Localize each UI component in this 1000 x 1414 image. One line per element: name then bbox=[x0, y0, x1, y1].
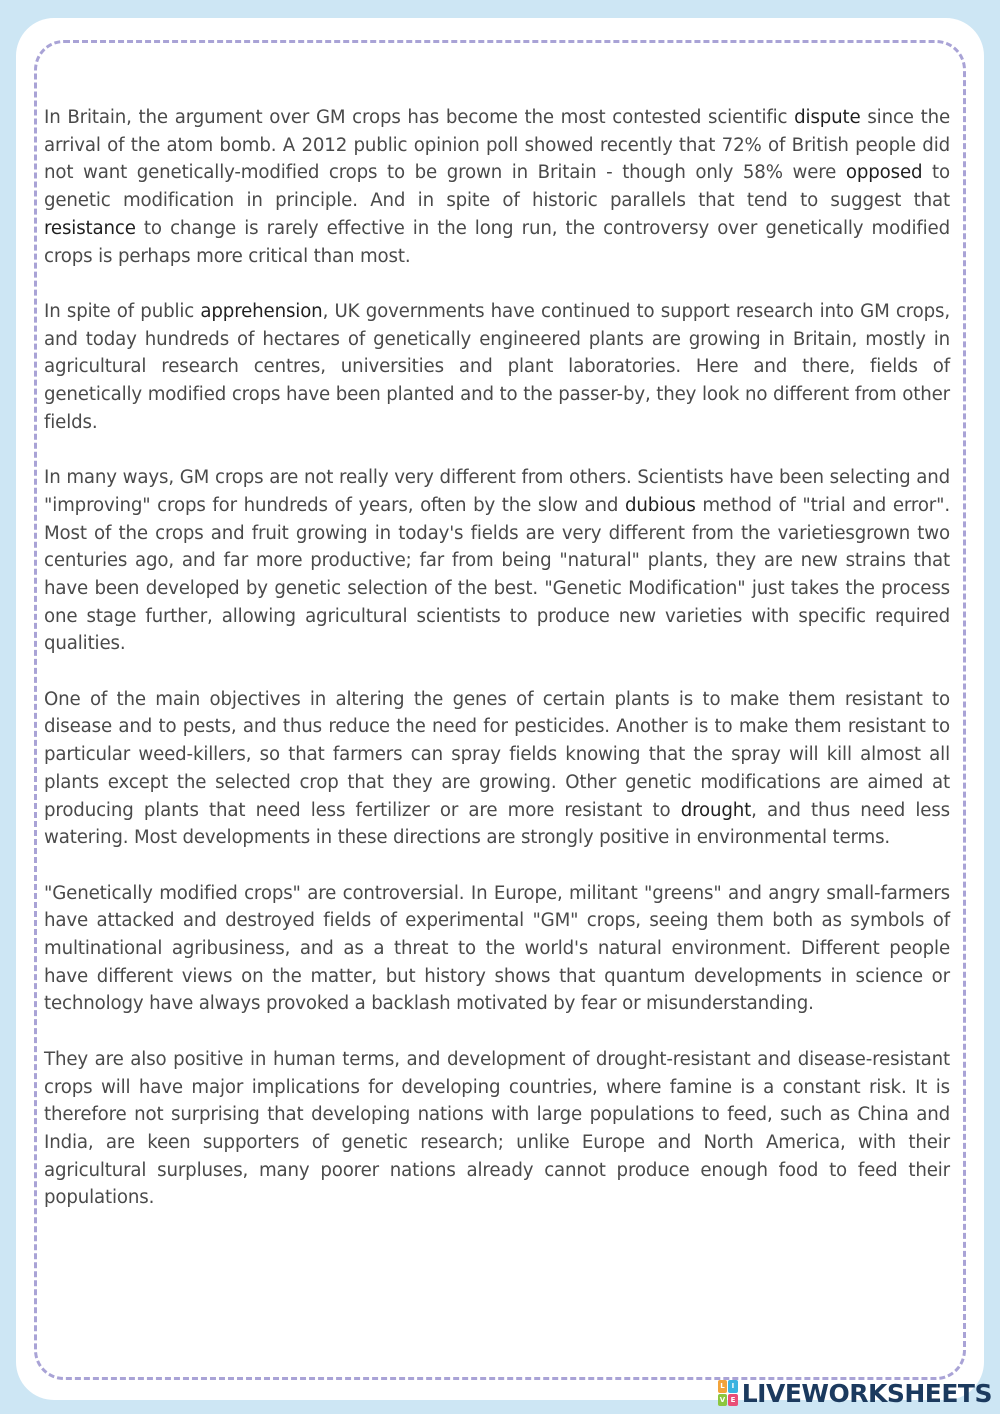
paragraph bbox=[44, 298, 950, 437]
vocabulary-word: resistance bbox=[44, 217, 136, 239]
vocabulary-word: drought bbox=[680, 799, 752, 821]
paragraph-text: , UK governments have continued to support research into GM crops, and today hundreds of hectares of genetically engineered plants are growing in Britain, mostly in agricultural research centres, universities and plant laboratories. Here and there, fields of genetically modified crops have been planted and to the passer-by, they look no different from other fields. bbox=[44, 300, 950, 433]
vocabulary-word: apprehension bbox=[200, 300, 323, 322]
logo-badge-letter: E bbox=[728, 1394, 738, 1407]
logo-wordmark: LIVEWORKSHEETS bbox=[741, 1378, 992, 1408]
paragraph bbox=[44, 104, 950, 270]
logo-badge-letter: V bbox=[718, 1394, 728, 1407]
logo-badge-letter: L bbox=[718, 1380, 728, 1393]
vocabulary-word: dubious bbox=[624, 494, 696, 516]
paragraph-text: method of "trial and error". Most of the crops and fruit growing in today's fields are very different from the varietiesgrown two centuries ago, and far more productive; far from being "natural" plants, they are new strains that have been developed by genetic selection of the best. "Genetic Modification" just takes the process one stage further, allowing agricultural scientists to produce new varieties with specific required qualities. bbox=[44, 494, 950, 655]
paragraph-text: , and thus need less watering. Most developments in these directions are strongly positive in environmental terms. bbox=[44, 799, 950, 849]
vocabulary-word: dispute bbox=[794, 107, 861, 128]
paragraph bbox=[44, 1046, 950, 1212]
worksheet-card bbox=[16, 18, 984, 1400]
paragraph-text: since the arrival of the atom bomb. A 2012 public opinion poll showed recently that 72% of British people did not want genetically-modified crops to be grown in Britain - though only 58% were bbox=[44, 107, 950, 184]
paragraph-text: In spite of public bbox=[44, 300, 201, 322]
logo-badge-icon bbox=[718, 1380, 738, 1406]
paragraph-text: to change is rarely effective in the long run, the controversy over genetically modified crops is perhaps more critical than most. bbox=[44, 217, 950, 267]
paragraph-text: They are also positive in human terms, and development of drought-resistant and disease-resistant crops will have major implications for developing countries, where famine is a constant risk. It is therefore not surprising that developing nations with large populations to feed, such as China and India, are keen supporters of genetic research; unlike Europe and North America, with their agricultural surpluses, many poorer nations already cannot produce enough food to feed their populations. bbox=[44, 1048, 950, 1209]
reading-passage bbox=[44, 104, 950, 1240]
paragraph bbox=[44, 880, 950, 1019]
paragraph bbox=[44, 686, 950, 852]
vocabulary-word: opposed bbox=[845, 162, 923, 184]
paragraph-text: to genetic modification in principle. And in spite of historic parallels that tend to suggest that bbox=[44, 162, 950, 212]
paragraph-text: One of the main objectives in altering the genes of certain plants is to make them resistant to disease and to pests, and thus reduce the need for pesticides. Another is to make them resistant to particular weed-killers, so that farmers can spray fields knowing that the spray will kill almost all plants except the selected crop that they are growing. Other genetic modifications are aimed at producing plants that need less fertilizer or are more resistant to bbox=[44, 688, 950, 821]
paragraph bbox=[44, 464, 950, 658]
paragraph-text: "Genetically modified crops" are controversial. In Europe, militant "greens" and angry small-farmers have attacked and destroyed fields of experimental "GM" crops, seeing them both as symbols of multinational agribusiness, and as a threat to the world's natural environment. Different people have different views on the matter, but history shows that quantum developments in science or technology have always provoked a backlash motivated by fear or misunderstanding. bbox=[44, 882, 950, 1015]
paragraph-text: In many ways, GM crops are not really very different from others. Scientists have been selecting and "improving" crops for hundreds of years, often by the slow and bbox=[44, 467, 950, 516]
logo-badge-letter: I bbox=[728, 1380, 738, 1393]
paragraph-text: In Britain, the argument over GM crops has become the most contested scientific bbox=[44, 107, 795, 128]
liveworksheets-logo[interactable] bbox=[718, 1376, 992, 1410]
